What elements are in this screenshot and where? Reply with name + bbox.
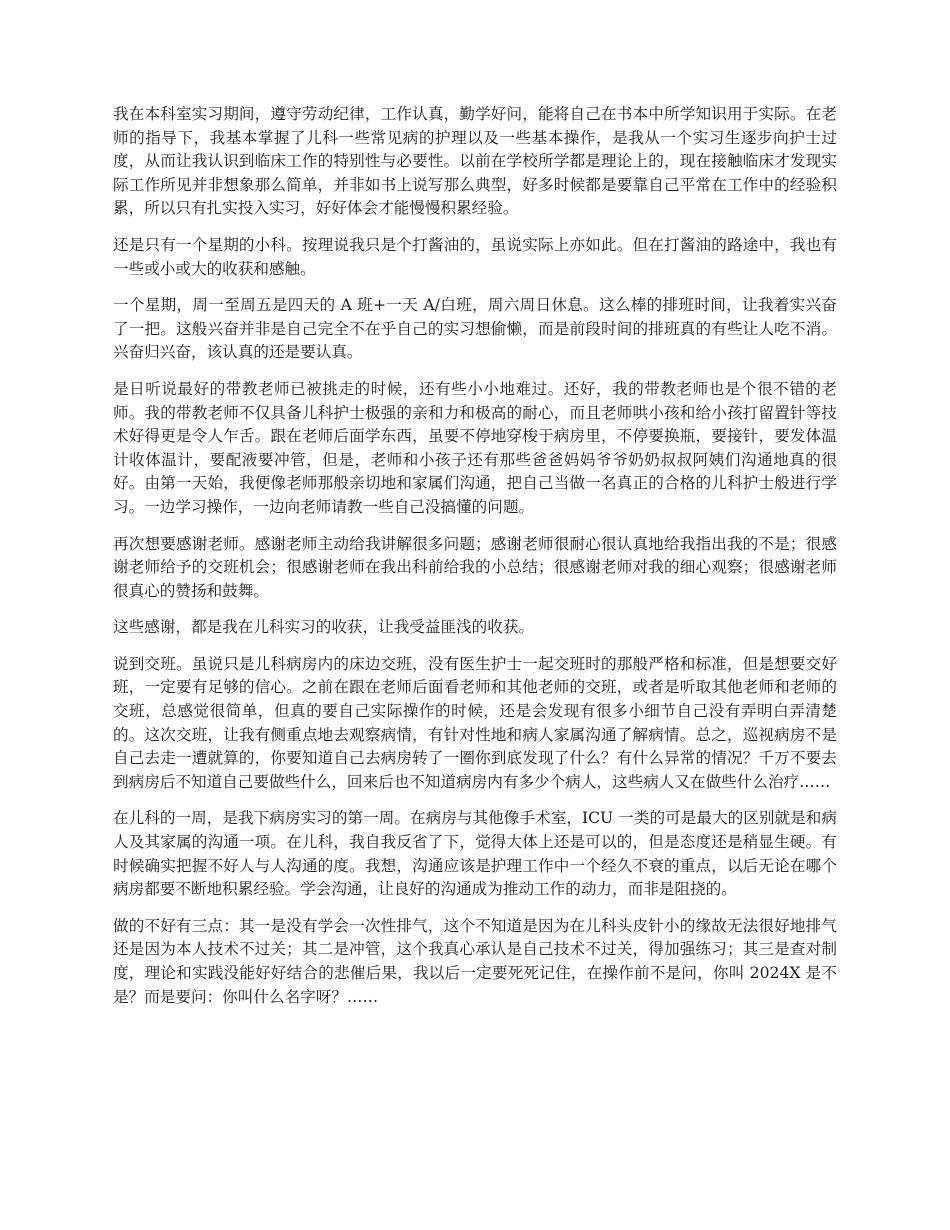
- paragraph-1: 我在本科室实习期间，遵守劳动纪律，工作认真，勤学好问，能将自己在书本中所学知识用于实际。在老师的指导下，我基本掌握了儿科一些常见病的护理以及一些基本操作，是我从一个实习生逐步向护士过度，从而让我认识到临床工作的特别性与必要性。以前在学校所学都是理论上的，现在接触临床才发现实际工作所见并非想象那么简单，并非如书上说写那么典型，好多时候都是要靠自己平常在工作中的经验积累，所以只有扎实投入实习，好好体会才能慢慢积累经验。: [113, 105, 837, 218]
- paragraph-8: 在儿科的一周，是我下病房实习的第一周。在病房与其他像手术室，ICU 一类的可是最大的区别就是和病人及其家属的沟通一项。在儿科，我自我反省了下，觉得大体上还是可以的，但是态度还是稍显生硬。有时候确实把握不好人与人沟通的度。我想，沟通应该是护理工作中一个经久不衰的重点，以后无论在哪个病房都要不断地积累经验。学会沟通，让良好的沟通成为推动工作的动力，而非是阻挠的。: [113, 809, 837, 899]
- paragraph-7: 说到交班。虽说只是儿科病房内的床边交班，没有医生护士一起交班时的那般严格和标准，但是想要交好班，一定要有足够的信心。之前在跟在老师后面看老师和其他老师的交班，或者是听取其他老师和老师的交班，总感觉很简单，但真的要自己实际操作的时候，还是会发现有很多小细节自己没有弄明白弄清楚的。这次交班，让我有侧重点地去观察病情，有针对性地和病人家属沟通了解病情。总之，巡视病房不是自己去走一遭就算的，你要知道自己去病房转了一圈你到底发现了什么？有什么异常的情况？千万不要去到病房后不知道自己要做些什么，回来后也不知道病房内有多少个病人，这些病人又在做些什么治疗……: [113, 654, 837, 791]
- paragraph-9: 做的不好有三点：其一是没有学会一次性排气，这个不知道是因为在儿科头皮针小的缘故无法很好地排气还是因为本人技术不过关；其二是冲管，这个我真心承认是自己技术不过关，得加强练习；其三是查对制度，理论和实践没能好好结合的悲催后果，我以后一定要死死记住，在操作前不是问，你叫 2024X 是不是？而是要问：你叫什么名字呀？……: [113, 916, 837, 1006]
- paragraph-2: 还是只有一个星期的小科。按理说我只是个打酱油的，虽说实际上亦如此。但在打酱油的路途中，我也有一些或小或大的收获和感触。: [113, 235, 837, 278]
- paragraph-5: 再次想要感谢老师。感谢老师主动给我讲解很多问题；感谢老师很耐心很认真地给我指出我的不是；很感谢老师给予的交班机会；很感谢老师在我出科前给我的小总结；很感谢老师对我的细心观察；很感谢老师很真心的赞扬和鼓舞。: [113, 534, 837, 600]
- paragraph-3: 一个星期，周一至周五是四天的 A 班+一天 A/白班，周六周日休息。这么棒的排班时间，让我着实兴奋了一把。这般兴奋并非是自己完全不在乎自己的实习想偷懒，而是前段时间的排班真的有些让人吃不消。兴奋归兴奋，该认真的还是要认真。: [113, 296, 837, 362]
- paragraph-6: 这些感谢，都是我在儿科实习的收获，让我受益匪浅的收获。: [113, 618, 535, 637]
- paragraph-4: 是日听说最好的带教老师已被挑走的时候，还有些小小地难过。还好，我的带教老师也是个很不错的老师。我的带教老师不仅具备儿科护士极强的亲和力和极高的耐心，而且老师哄小孩和给小孩打留置针等技术好得更是令人乍舌。跟在老师后面学东西，虽要不停地穿梭于病房里，不停要换瓶，要接针，要发体温计收体温计，要配液要冲管，但是，老师和小孩子还有那些爸爸妈妈爷爷奶奶叔叔阿姨们沟通地真的很好。由第一天始，我便像老师那般亲切地和家属们沟通，把自己当做一名真正的合格的儿科护士般进行学习。一边学习操作，一边向老师请教一些自己没搞懂的问题。: [113, 379, 837, 516]
- document-body: [113, 103, 837, 1022]
